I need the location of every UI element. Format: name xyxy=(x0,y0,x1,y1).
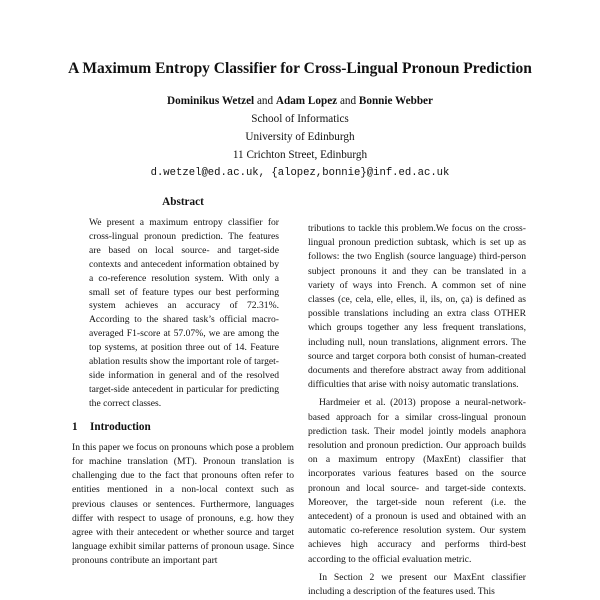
paper-title: A Maximum Entropy Classifier for Cross-Lingual Pronoun Prediction xyxy=(68,60,532,77)
author-address: 11 Crichton Street, Edinburgh xyxy=(232,149,368,161)
author-department: School of Informatics xyxy=(251,113,349,125)
author-block xyxy=(0,92,600,182)
author-name: Dominikus Wetzel xyxy=(167,95,255,107)
author-name: Adam Lopez xyxy=(275,95,338,107)
author-emails: d.wetzel@ed.ac.uk, {alopez,bonnie}@inf.ed.ac.uk xyxy=(150,167,450,179)
author-separator: and xyxy=(256,95,274,107)
right-column xyxy=(308,222,526,599)
author-names xyxy=(0,92,600,110)
section-title: Introduction xyxy=(90,420,151,433)
abstract-section xyxy=(72,196,294,411)
author-separator: and xyxy=(339,95,357,107)
left-column xyxy=(72,196,294,569)
body-paragraph: In Section 2 we present our MaxEnt classifier including a description of the features used. This xyxy=(308,571,526,598)
author-name: Bonnie Webber xyxy=(358,95,433,107)
section-number: 1 xyxy=(72,420,78,433)
author-university: University of Edinburgh xyxy=(245,131,355,143)
section-heading xyxy=(72,421,294,433)
intro-paragraph: In this paper we focus on pronouns which pose a problem for machine translation (MT). Pronoun translation is challenging due to the fact that pronouns often refer to entities mentioned in a non-local context such as previous clauses or sentences. Furthermore, languages differ with respect to usage of pronouns, e.g. how they agree with their antecedent or whether source and target language exhibit similar patterns of pronoun usage. Since pronouns contribute an important part xyxy=(72,441,294,567)
body-paragraph: Hardmeier et al. (2013) propose a neural-network-based approach for a similar cross-lingual pronoun prediction task. Their model jointly models anaphora resolution and pronoun prediction. Our approach builds on a maximum entropy (MaxEnt) classifier that incorporates various features based on the source pronoun and local source- and target-side contexts. Moreover, the target-side noun referent (i.e. the antecedent) of a pronoun is used and obtained with an automatic co-reference resolution system. Our system achieves high accuracy and performs third-best according to the official evaluation metric. xyxy=(308,397,526,565)
abstract-heading: Abstract xyxy=(162,196,204,208)
abstract-text: We present a maximum entropy classifier for cross-lingual pronoun prediction. The features are based on local source- and target-side contexts and antecedent information obtained by a co-reference resolution system. With only a small set of feature types our best performing system achieves an accuracy of 72.31%. According to the shared task’s official macro-averaged F1-score at 57.07%, we are among the top systems, at position three out of 14. Feature ablation results show the important role of target-side information in general and of the resolved target-side antecedent in particular for predicting the correct classes. xyxy=(89,217,279,409)
body-paragraph: tributions to tackle this problem.We focus on the cross-lingual pronoun prediction subtask, which is set up as follows: the two English (source language) third-person subject pronouns it and they can be translated in a variety of ways into French. A common set of nine classes (ce, cela, elle, elles, il, ils, on, ça) is defined as possible translations including an extra class OTHER which groups together any less frequent translations, including null, noun translations, alignment errors. The source and target corpora both consist of human-created documents and therefore abstract away from additional difficulties that arise with noisy automatic translations. xyxy=(308,223,526,391)
